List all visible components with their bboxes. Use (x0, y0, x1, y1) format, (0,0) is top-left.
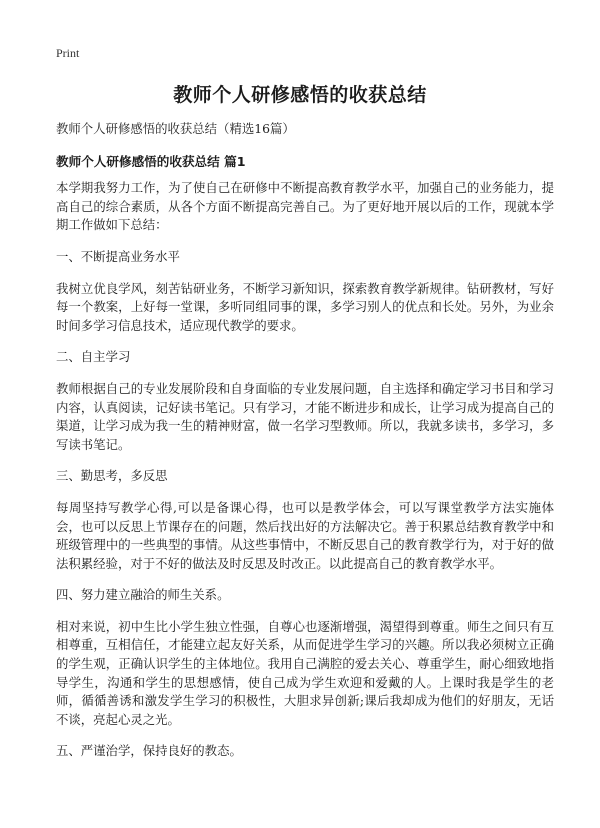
section-heading-4: 四、努力建立融洽的师生关系。 (56, 587, 230, 603)
subtitle: 教师个人研修感悟的收获总结（精选16篇） (56, 121, 295, 136)
section-heading-2: 二、自主学习 (56, 349, 131, 365)
print-link[interactable]: Print (56, 46, 80, 60)
article-content (56, 120, 554, 774)
section-heading-3: 三、勤思考，多反思 (56, 468, 168, 484)
section-body-4: 相对来说，初中生比小学生独立性强，自尊心也逐渐增强，渴望得到尊重。师生之间只有互相尊重，互相信任，才能建立起友好关系，从而促进学生学习的兴趣。所以我必须树立正确的学生观，正确认识学生的主体地位。我用自己满腔的爱去关心、尊重学生，耐心细致地指导学生，沟通和学生的思想感情，使自己成为学生欢迎和爱戴的人。上课时我是学生的老师，循循善诱和激发学生学习的积极性，大胆求异创新;课后我却成为他们的好朋友，无话不谈，亮起心灵之光。 (56, 618, 554, 727)
page-title: 教师个人研修感悟的收获总结 (173, 84, 427, 106)
section-body-2: 教师根据自己的专业发展阶段和自身面临的专业发展问题，自主选择和确定学习书目和学习内容，认真阅读，记好读书笔记。只有学习，才能不断进步和成长，让学习成为提高自己的渠道，让学习成为我一生的精神财富，做一名学习型教师。所以，我就多读书，多学习，多写读书笔记。 (56, 380, 554, 452)
intro-paragraph: 本学期我努力工作，为了使自己在研修中不断提高教育教学水平，加强自己的业务能力，提高自己的综合素质，从各个方面不断提高完善自己。为了更好地开展以后的工作，现就本学期工作做如下总结： (56, 180, 554, 233)
article-title: 教师个人研修感悟的收获总结 篇1 (56, 153, 246, 169)
section-heading-5: 五、严谨治学，保持良好的教态。 (56, 743, 242, 759)
section-heading-1: 一、不断提高业务水平 (56, 248, 180, 264)
section-body-3: 每周坚持写教学心得,可以是备课心得，也可以是教学体会，可以写课堂教学方法实施体会，也可以反思上节课存在的问题，然后找出好的方法解决它。善于积累总结教育教学中和班级管理中的一些典型的事情。从这些事情中，不断反思自己的教育教学行为，对于好的做法积累经验，对于不好的做法及时反思及时改正。以此提高自己的教育教学水平。 (56, 499, 554, 571)
section-body-1: 我树立优良学风，刻苦钻研业务，不断学习新知识，探索教育教学新规律。钻研教材，写好每一个教案，上好每一堂课，多听同组同事的课，多学习别人的优点和长处。另外，为业余时间多学习信息技术，适应现代教学的要求。 (56, 280, 554, 333)
